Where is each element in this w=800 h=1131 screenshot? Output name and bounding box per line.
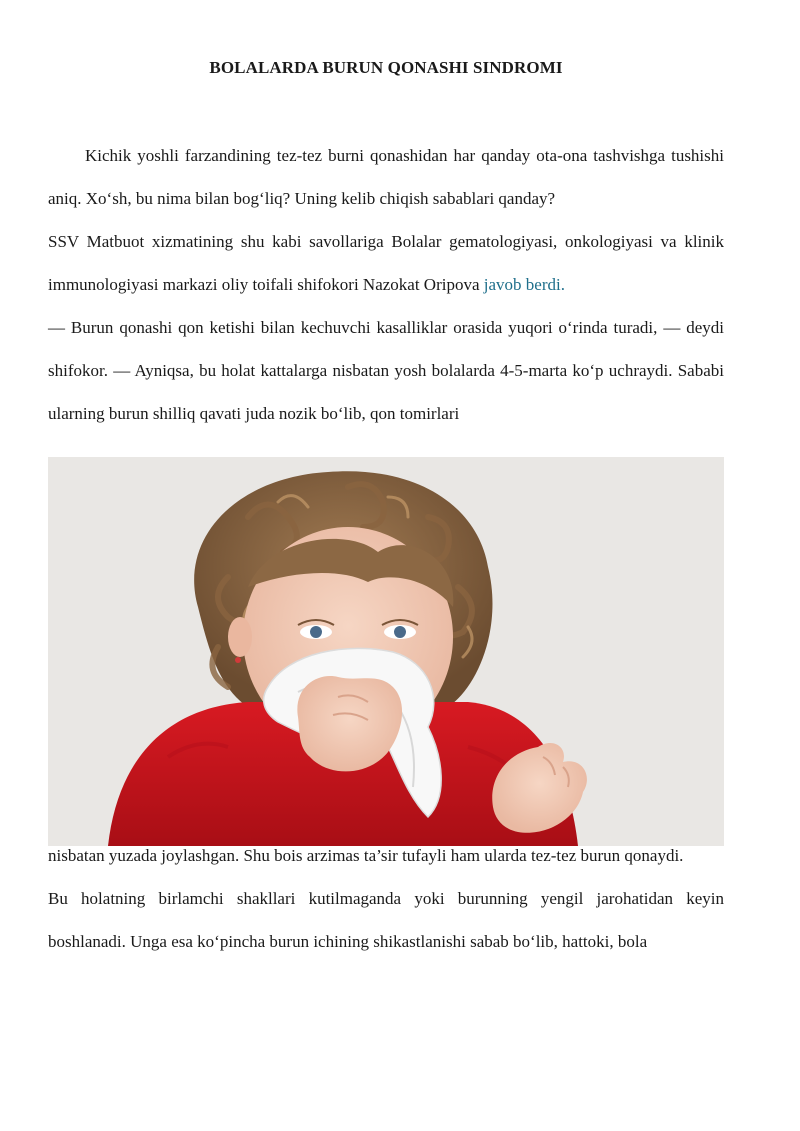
paragraph-intro: Kichik yoshli farzandining tez-tez burni qonashidan har qanday ota-ona tashvishga tushishi aniq. Xo‘sh, bu nima bilan bog‘liq? Uning kelib chiqish sabablari qanday? (48, 146, 724, 208)
intro-text-block (48, 134, 724, 435)
source-link[interactable]: javob berdi. (483, 275, 565, 294)
page-title: BOLALARDA BURUN QONASHI SINDROMI (209, 58, 563, 77)
continued-text-block (48, 834, 724, 963)
paragraph-source (48, 220, 724, 306)
child-blowing-nose-photo (48, 457, 724, 846)
paragraph-forms: Bu holatning birlamchi shakllari kutilmaganda yoki burunning yengil jarohatidan keyin boshlanadi. Unga esa ko‘pincha burun ichining shikastlanishi sabab bo‘lib, hattoki, bola (48, 889, 724, 951)
paragraph-continued: nisbatan yuzada joylashgan. Shu bois arzimas ta’sir tufayli ham ularda tez-tez burun qonaydi. (48, 846, 684, 865)
paragraph-source-text: SSV Matbuot xizmatining shu kabi savollariga Bolalar gematologiyasi, onkologiyasi va klinik immunologiyasi markazi oliy toifali shifokori Nazokat Oripova (48, 232, 724, 294)
paragraph-quote: — Burun qonashi qon ketishi bilan kechuvchi kasalliklar orasida yuqori o‘rinda turadi, — deydi shifokor. — Ayniqsa, bu holat kattalarga nisbatan yosh bolalarda 4-5-marta ko‘p uchraydi. Sababi ularning burun shilliq qavati juda nozik bo‘lib, qon tomirlari (48, 318, 724, 423)
